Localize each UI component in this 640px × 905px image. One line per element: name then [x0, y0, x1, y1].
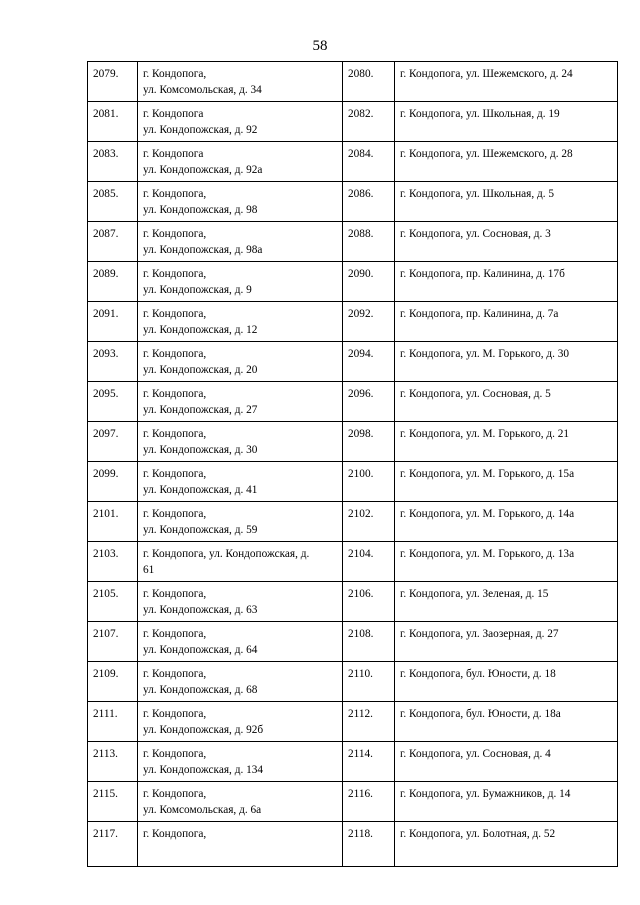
row-number-cell: 2097. [88, 422, 138, 462]
table-row [88, 342, 618, 382]
table-row [88, 742, 618, 782]
row-number-cell: 2110. [343, 662, 395, 702]
row-number-cell: 2091. [88, 302, 138, 342]
row-number-cell: 2088. [343, 222, 395, 262]
row-number-cell: 2102. [343, 502, 395, 542]
row-number-cell: 2098. [343, 422, 395, 462]
address-cell: г. Кондопога, ул. Кондопожская, д. 12 [138, 302, 343, 342]
table-row [88, 382, 618, 422]
row-number-cell: 2093. [88, 342, 138, 382]
table-row [88, 422, 618, 462]
table-row [88, 222, 618, 262]
address-cell: г. Кондопога, ул. Кондопожская, д. 63 [138, 582, 343, 622]
row-number-cell: 2100. [343, 462, 395, 502]
row-number-cell: 2106. [343, 582, 395, 622]
row-number-cell: 2095. [88, 382, 138, 422]
row-number-cell: 2079. [88, 62, 138, 102]
table-row [88, 182, 618, 222]
address-cell: г. Кондопога, ул. Школьная, д. 19 [395, 102, 618, 142]
address-cell: г. Кондопога, ул. Кондопожская, д. 134 [138, 742, 343, 782]
row-number-cell: 2118. [343, 822, 395, 867]
row-number-cell: 2112. [343, 702, 395, 742]
row-number-cell: 2111. [88, 702, 138, 742]
row-number-cell: 2090. [343, 262, 395, 302]
row-number-cell: 2103. [88, 542, 138, 582]
address-table [87, 61, 618, 867]
address-cell: г. Кондопога, ул. Кондопожская, д. 68 [138, 662, 343, 702]
address-cell: г. Кондопога, ул. Болотная, д. 52 [395, 822, 618, 867]
address-cell: г. Кондопога, ул. Кондопожская, д. 98 [138, 182, 343, 222]
address-cell: г. Кондопога, ул. Кондопожская, д. 59 [138, 502, 343, 542]
address-cell: г. Кондопога, ул. Кондопожская, д. 98а [138, 222, 343, 262]
address-cell: г. Кондопога, ул. Сосновая, д. 4 [395, 742, 618, 782]
address-cell: г. Кондопога, бул. Юности, д. 18 [395, 662, 618, 702]
row-number-cell: 2080. [343, 62, 395, 102]
address-cell: г. Кондопога, ул. М. Горького, д. 14а [395, 502, 618, 542]
address-cell: г. Кондопога, ул. М. Горького, д. 15а [395, 462, 618, 502]
address-cell: г. Кондопога, ул. Кондопожская, д. 92б [138, 702, 343, 742]
address-cell: г. Кондопога, пр. Калинина, д. 7а [395, 302, 618, 342]
address-cell: г. Кондопога, ул. Кондопожская, д. 27 [138, 382, 343, 422]
address-cell: г. Кондопога, ул. Шежемского, д. 28 [395, 142, 618, 182]
table-row [88, 662, 618, 702]
row-number-cell: 2099. [88, 462, 138, 502]
row-number-cell: 2096. [343, 382, 395, 422]
table-row [88, 62, 618, 102]
row-number-cell: 2081. [88, 102, 138, 142]
address-cell: г. Кондопога, ул. М. Горького, д. 13а [395, 542, 618, 582]
row-number-cell: 2113. [88, 742, 138, 782]
table-row [88, 302, 618, 342]
address-cell: г. Кондопога, ул. Кондопожская, д. 41 [138, 462, 343, 502]
row-number-cell: 2085. [88, 182, 138, 222]
address-cell: г. Кондопога, пр. Калинина, д. 17б [395, 262, 618, 302]
row-number-cell: 2092. [343, 302, 395, 342]
address-cell: г. Кондопога, ул. Кондопожская, д. 30 [138, 422, 343, 462]
row-number-cell: 2094. [343, 342, 395, 382]
row-number-cell: 2109. [88, 662, 138, 702]
address-cell: г. Кондопога, ул. Школьная, д. 5 [395, 182, 618, 222]
table-row [88, 462, 618, 502]
page-number: 58 [312, 38, 328, 54]
address-cell: г. Кондопога, [138, 822, 343, 867]
row-number-cell: 2115. [88, 782, 138, 822]
address-cell: г. Кондопога, ул. Кондопожская, д. 20 [138, 342, 343, 382]
row-number-cell: 2089. [88, 262, 138, 302]
row-number-cell: 2108. [343, 622, 395, 662]
table-row [88, 102, 618, 142]
table-row [88, 782, 618, 822]
row-number-cell: 2086. [343, 182, 395, 222]
address-cell: г. Кондопога ул. Кондопожская, д. 92а [138, 142, 343, 182]
row-number-cell: 2117. [88, 822, 138, 867]
address-cell: г. Кондопога, ул. Кондопожская, д. 9 [138, 262, 343, 302]
row-number-cell: 2087. [88, 222, 138, 262]
row-number-cell: 2104. [343, 542, 395, 582]
address-cell: г. Кондопога, ул. Кондопожская, д. 61 [138, 542, 343, 582]
row-number-cell: 2084. [343, 142, 395, 182]
table-row [88, 502, 618, 542]
address-cell: г. Кондопога, ул. М. Горького, д. 21 [395, 422, 618, 462]
address-cell: г. Кондопога, ул. Комсомольская, д. 34 [138, 62, 343, 102]
table-row [88, 702, 618, 742]
table-row [88, 822, 618, 867]
table-row [88, 542, 618, 582]
table-row [88, 582, 618, 622]
row-number-cell: 2082. [343, 102, 395, 142]
table-row [88, 262, 618, 302]
row-number-cell: 2116. [343, 782, 395, 822]
row-number-cell: 2107. [88, 622, 138, 662]
row-number-cell: 2105. [88, 582, 138, 622]
row-number-cell: 2114. [343, 742, 395, 782]
row-number-cell: 2083. [88, 142, 138, 182]
address-cell: г. Кондопога, бул. Юности, д. 18а [395, 702, 618, 742]
address-cell: г. Кондопога, ул. Бумажников, д. 14 [395, 782, 618, 822]
table-row [88, 622, 618, 662]
address-cell: г. Кондопога, ул. Шежемского, д. 24 [395, 62, 618, 102]
address-cell: г. Кондопога, ул. Сосновая, д. 5 [395, 382, 618, 422]
address-cell: г. Кондопога, ул. Кондопожская, д. 64 [138, 622, 343, 662]
row-number-cell: 2101. [88, 502, 138, 542]
address-cell: г. Кондопога, ул. Заозерная, д. 27 [395, 622, 618, 662]
address-cell: г. Кондопога, ул. Сосновая, д. 3 [395, 222, 618, 262]
table-row [88, 142, 618, 182]
address-table-body [88, 62, 618, 867]
address-cell: г. Кондопога, ул. М. Горького, д. 30 [395, 342, 618, 382]
address-cell: г. Кондопога, ул. Зеленая, д. 15 [395, 582, 618, 622]
address-cell: г. Кондопога, ул. Комсомольская, д. 6а [138, 782, 343, 822]
address-cell: г. Кондопога ул. Кондопожская, д. 92 [138, 102, 343, 142]
